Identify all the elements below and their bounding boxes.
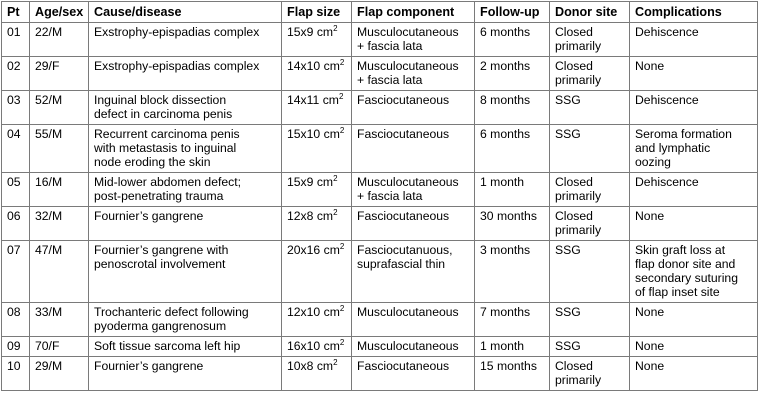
flap-size-unit: cm [323, 127, 340, 141]
donor-site-text: Closed primarily [555, 359, 602, 387]
cell-age-sex [30, 23, 89, 57]
component-text: Musculocutaneous + fascia lata [357, 59, 459, 87]
cause-text: Mid-lower abdomen defect; post-penetrating trauma [94, 175, 241, 203]
cause-text: Soft tissue sarcoma left hip [94, 339, 241, 353]
follow-up-text: 6 months [480, 25, 531, 39]
cell-flap-size [282, 207, 352, 241]
cell-donor-site [550, 125, 630, 173]
cell-flap-component [352, 23, 475, 57]
age-sex-text: 22/M [35, 25, 63, 39]
flap-size-unit: cm [316, 175, 334, 189]
cell-flap-component [352, 357, 475, 391]
cell-pt [2, 207, 30, 241]
cell-follow-up [475, 303, 550, 337]
header-follow-up: Follow-up [475, 2, 550, 23]
cell-cause [89, 23, 282, 57]
cell-pt [2, 241, 30, 303]
cell-pt [2, 303, 30, 337]
cell-flap-size [282, 91, 352, 125]
cell-donor-site [550, 207, 630, 241]
cell-follow-up [475, 241, 550, 303]
component-text: Fasciocutaneous [357, 209, 450, 223]
cause-text: Fournier’s gangrene [94, 359, 204, 373]
flap-size-value: 12x10 [287, 305, 321, 319]
cell-cause [89, 337, 282, 357]
cell-complications [630, 57, 758, 91]
age-sex-text: 70/F [35, 339, 60, 353]
cell-follow-up [475, 57, 550, 91]
donor-site-text: SSG [555, 339, 581, 353]
complications-text: None [635, 305, 665, 319]
header-donor-site: Donor site [550, 2, 630, 23]
follow-up-text: 30 months [480, 209, 537, 223]
flap-size-unit: cm [323, 59, 340, 73]
header-cause-disease: Cause/disease [89, 2, 282, 23]
header-row [2, 2, 758, 23]
follow-up-text: 8 months [480, 93, 531, 107]
cell-follow-up [475, 125, 550, 173]
donor-site-text: SSG [555, 127, 581, 141]
cell-follow-up [475, 207, 550, 241]
cell-pt [2, 23, 30, 57]
flap-size-unit: cm [316, 209, 334, 223]
pt-text: 01 [7, 25, 21, 39]
cell-complications [630, 207, 758, 241]
pt-text: 10 [7, 359, 21, 373]
table-row [2, 207, 758, 241]
cell-flap-size [282, 337, 352, 357]
cell-pt [2, 57, 30, 91]
component-text: Fasciocutanuous, suprafascial thin [357, 243, 453, 271]
table-row [2, 303, 758, 337]
table-row [2, 357, 758, 391]
donor-site-text: SSG [555, 93, 581, 107]
component-text: Fasciocutaneous [357, 127, 450, 141]
cell-complications [630, 241, 758, 303]
cell-cause [89, 207, 282, 241]
pt-text: 05 [7, 175, 21, 189]
pt-text: 07 [7, 243, 21, 257]
cell-flap-size [282, 125, 352, 173]
cause-text: Recurrent carcinoma penis with metastasis to inguinal node eroding the skin [94, 127, 240, 169]
flap-size-value: 20x16 [287, 243, 321, 257]
flap-size-exponent: 2 [333, 208, 338, 217]
cell-complications [630, 91, 758, 125]
cell-flap-component [352, 91, 475, 125]
header-pt: Pt [2, 2, 30, 23]
cell-cause [89, 57, 282, 91]
cell-flap-size [282, 241, 352, 303]
donor-site-text: SSG [555, 243, 581, 257]
table-body [2, 23, 758, 391]
cell-complications [630, 337, 758, 357]
age-sex-text: 52/M [35, 93, 63, 107]
complications-text: None [635, 59, 665, 73]
component-text: Musculocutaneous [357, 339, 459, 353]
cell-complications [630, 125, 758, 173]
donor-site-text: Closed primarily [555, 59, 602, 87]
cell-age-sex [30, 125, 89, 173]
flap-size-exponent: 2 [338, 92, 344, 101]
cell-flap-size [282, 57, 352, 91]
cause-text: Fournier’s gangrene with penoscrotal involvement [94, 243, 229, 271]
cell-cause [89, 241, 282, 303]
age-sex-text: 29/F [35, 59, 60, 73]
flap-size-unit: cm [323, 339, 340, 353]
cell-flap-size [282, 303, 352, 337]
pt-text: 04 [7, 127, 21, 141]
cell-cause [89, 303, 282, 337]
flap-size-exponent: 2 [339, 58, 345, 67]
cause-text: Inguinal block dissection defect in carcinoma penis [94, 93, 233, 121]
cell-pt [2, 357, 30, 391]
cell-age-sex [30, 303, 89, 337]
cause-text: Trochanteric defect following pyoderma gangrenosum [94, 305, 249, 333]
follow-up-text: 3 months [480, 243, 531, 257]
flap-size-unit: cm [322, 93, 339, 107]
header-complications: Complications [630, 2, 758, 23]
complications-text: Dehiscence [635, 25, 699, 39]
flap-size-unit: cm [316, 359, 334, 373]
cell-complications [630, 23, 758, 57]
component-text: Musculocutaneous [357, 305, 459, 319]
age-sex-text: 33/M [35, 305, 63, 319]
complications-text: Seroma formation and lymphatic oozing [635, 127, 732, 169]
follow-up-text: 1 month [480, 175, 525, 189]
age-sex-text: 55/M [35, 127, 63, 141]
cell-flap-size [282, 357, 352, 391]
cell-age-sex [30, 91, 89, 125]
follow-up-text: 2 months [480, 59, 531, 73]
component-text: Musculocutaneous + fascia lata [357, 175, 459, 203]
flap-size-exponent: 2 [339, 304, 345, 313]
cell-donor-site [550, 91, 630, 125]
cell-flap-component [352, 241, 475, 303]
donor-site-text: Closed primarily [555, 175, 602, 203]
flap-size-value: 14x10 [287, 59, 321, 73]
table-row [2, 91, 758, 125]
cell-age-sex [30, 337, 89, 357]
cell-flap-component [352, 173, 475, 207]
table-row [2, 57, 758, 91]
cell-pt [2, 91, 30, 125]
table-row [2, 125, 758, 173]
flap-size-exponent: 2 [339, 338, 345, 347]
cell-pt [2, 337, 30, 357]
cell-flap-component [352, 125, 475, 173]
flap-size-unit: cm [323, 243, 340, 257]
cell-complications [630, 173, 758, 207]
cell-cause [89, 125, 282, 173]
age-sex-text: 47/M [35, 243, 63, 257]
cell-donor-site [550, 57, 630, 91]
cause-text: Exstrophy-epispadias complex [94, 59, 260, 73]
component-text: Fasciocutaneous [357, 359, 450, 373]
flap-size-value: 12x8 [287, 209, 314, 223]
cause-text: Fournier’s gangrene [94, 209, 204, 223]
cell-donor-site [550, 23, 630, 57]
cell-follow-up [475, 91, 550, 125]
flap-size-exponent: 2 [333, 174, 338, 183]
flap-size-value: 15x10 [287, 127, 321, 141]
cell-age-sex [30, 241, 89, 303]
donor-site-text: Closed primarily [555, 209, 602, 237]
cell-age-sex [30, 173, 89, 207]
component-text: Musculocutaneous + fascia lata [357, 25, 459, 53]
donor-site-text: Closed primarily [555, 25, 602, 53]
follow-up-text: 15 months [480, 359, 537, 373]
cell-donor-site [550, 241, 630, 303]
cell-follow-up [475, 23, 550, 57]
cell-flap-size [282, 173, 352, 207]
flap-size-value: 10x8 [287, 359, 314, 373]
cell-flap-component [352, 207, 475, 241]
complications-text: None [635, 339, 665, 353]
cell-cause [89, 357, 282, 391]
cell-age-sex [30, 57, 89, 91]
cell-donor-site [550, 303, 630, 337]
donor-site-text: SSG [555, 305, 581, 319]
pt-text: 06 [7, 209, 21, 223]
follow-up-text: 7 months [480, 305, 531, 319]
flap-size-exponent: 2 [339, 242, 345, 251]
flap-size-exponent: 2 [333, 358, 338, 367]
header-flap-size: Flap size [282, 2, 352, 23]
cell-flap-size [282, 23, 352, 57]
age-sex-text: 29/M [35, 359, 63, 373]
cell-cause [89, 91, 282, 125]
complications-text: None [635, 359, 665, 373]
flap-size-value: 15x9 [287, 25, 314, 39]
cell-donor-site [550, 357, 630, 391]
pt-text: 09 [7, 339, 21, 353]
complications-text: Dehiscence [635, 175, 699, 189]
pt-text: 02 [7, 59, 21, 73]
cell-donor-site [550, 173, 630, 207]
complications-text: None [635, 209, 665, 223]
cell-follow-up [475, 337, 550, 357]
flap-size-value: 16x10 [287, 339, 321, 353]
pt-text: 03 [7, 93, 21, 107]
cell-complications [630, 357, 758, 391]
cell-donor-site [550, 337, 630, 357]
cell-age-sex [30, 357, 89, 391]
cell-flap-component [352, 303, 475, 337]
header-age-sex: Age/sex [30, 2, 89, 23]
flap-size-value: 14x11 [287, 93, 320, 107]
cell-age-sex [30, 207, 89, 241]
cell-follow-up [475, 173, 550, 207]
table-row [2, 23, 758, 57]
complications-text: Dehiscence [635, 93, 699, 107]
table-row [2, 337, 758, 357]
table-row [2, 241, 758, 303]
follow-up-text: 6 months [480, 127, 531, 141]
component-text: Fasciocutaneous [357, 93, 450, 107]
table-row [2, 173, 758, 207]
cell-pt [2, 173, 30, 207]
complications-text: Skin graft loss at flap donor site and secondary suturing of flap inset site [635, 243, 738, 299]
patient-flap-table [1, 1, 758, 391]
cell-cause [89, 173, 282, 207]
flap-size-exponent: 2 [333, 24, 338, 33]
cell-flap-component [352, 337, 475, 357]
cell-follow-up [475, 357, 550, 391]
flap-size-value: 15x9 [287, 175, 314, 189]
age-sex-text: 32/M [35, 209, 63, 223]
age-sex-text: 16/M [35, 175, 63, 189]
cell-flap-component [352, 57, 475, 91]
cell-complications [630, 303, 758, 337]
cell-pt [2, 125, 30, 173]
pt-text: 08 [7, 305, 21, 319]
flap-size-unit: cm [316, 25, 334, 39]
header-flap-component: Flap component [352, 2, 475, 23]
follow-up-text: 1 month [480, 339, 525, 353]
flap-size-unit: cm [323, 305, 340, 319]
flap-size-exponent: 2 [339, 126, 345, 135]
cause-text: Exstrophy-epispadias complex [94, 25, 260, 39]
